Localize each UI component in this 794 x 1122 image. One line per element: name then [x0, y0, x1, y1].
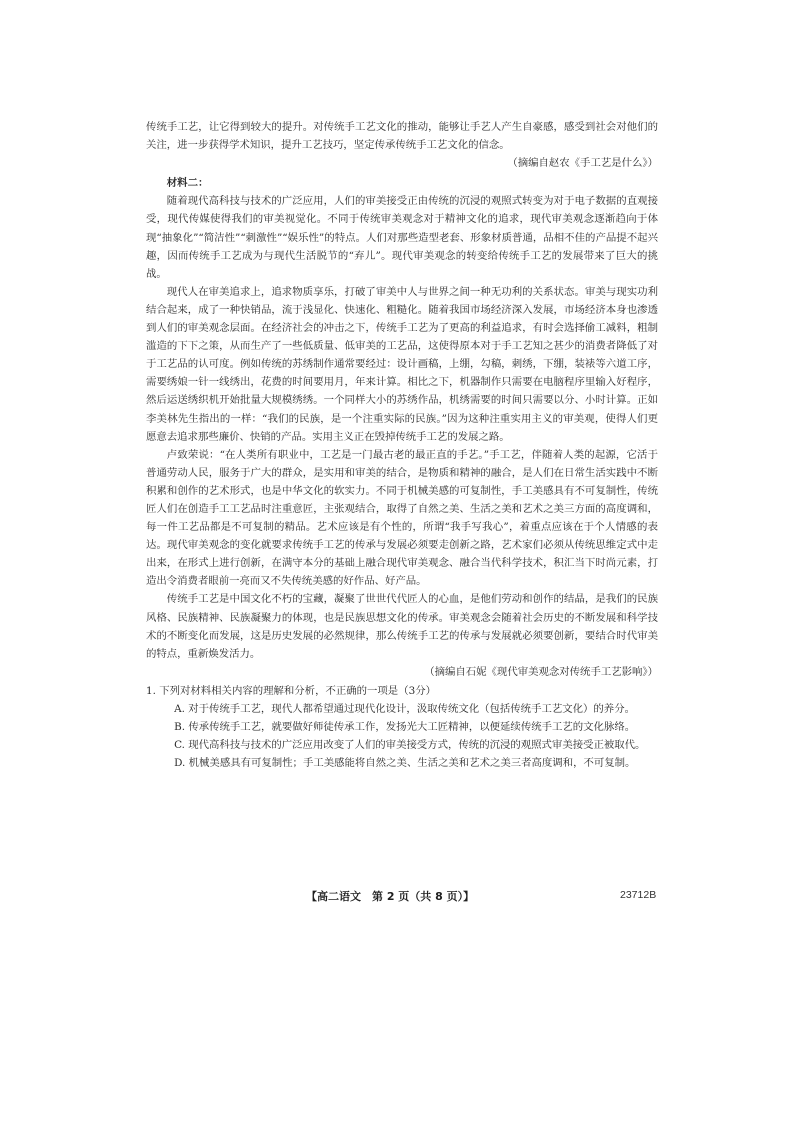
page-number-label: 【高二语文 第 2 页（共 8 页）】	[306, 890, 475, 903]
page-content	[146, 118, 658, 772]
page-footer	[0, 888, 794, 908]
option-b: B. 传承传统手工艺，就要做好师徒传承工作，发扬光大工匠精神，以便延续传统手工艺的文化脉络。	[174, 721, 636, 734]
intro-paragraph: 传统手工艺，让它得到较大的提升。对传统手工艺文化的推动，能够让手艺人产生自豪感，感受到社会对他们的关注，进一步获得学术知识，提升工艺技巧，坚定传承传统手工艺文化的信念。	[146, 121, 658, 152]
source-citation-2: （摘编自石妮《现代审美观念对传统手工艺影响》）	[424, 665, 658, 678]
material-paragraph-3: 卢致荣说：“在人类所有职业中，工艺是一门最古老的最正直的手艺。”手工艺，伴随着人类的起源，它活于普通劳动人民，服务于广大的群众，是实用和审美的结合，是物质和精神的融合，是人们在日常生活实践中不断积累和创作的艺术形式，也是中华文化的软实力。不同于机械美感的可复制性，手工美感具有不可复制性，传统匠人们在创造手工工艺品时注重意匠，主张观结合，取得了自然之美、生活之美和艺术之美三方面的高度调和，每一件工艺品都是不可复制的精品。艺术应该是有个性的，所谓“我手写我心”，着重点应该在于个人情感的表达。现代审美观念的变化就要求传统手工艺的传承与发展必须要走创新之路，艺术家们必须从传统思维定式中走出来，在形式上进行创新，在满守本分的基础上融合现代审美观念、融合当代科学技术，积汇当下时尚元素，打造出令消费者眼前一亮而又不失传统美感的好作品、好产品。	[146, 448, 658, 588]
source-citation-1: （摘编自赵农《手工艺是什么》）	[507, 157, 658, 170]
material-paragraph-4: 传统手工艺是中国文化不朽的宝藏，凝聚了世世代代匠人的心血，是他们劳动和创作的结晶，是我们的民族风格、民族精神、民族凝聚力的体现，也是民族思想文化的传承。审美观念会随着社会历史的不断发展和科学技术的不断变化而发展，这是历史发展的必然规律，那么传统手工艺的传承与发展就必须要创新，要结合时代审美的特点，重新焕发活力。	[146, 593, 658, 660]
option-c: C. 现代高科技与技术的广泛应用改变了人们的审美接受方式，传统的沉浸的观照式审美接受正被取代。	[174, 739, 646, 752]
question-stem: 1. 下列对材料相关内容的理解和分析，不正确的一项是（3分）	[146, 684, 436, 697]
material-paragraph-1: 随着现代高科技与技术的广泛应用，人们的审美接受正由传统的沉浸的观照式转变为对于电子数据的直观接受，现代传媒使得我们的审美视觉化。不同于传统审美观念对于精神文化的追求，现代审美观念逐渐趋向于体现“抽象化”“简洁性”“刺激性”“娱乐性”的特点。人们对那些造型老套、形象材质普通，品相不佳的产品提不起兴趣，因而传统手工艺成为与现代生活脱节的“弃儿”。现代审美观念的转变给传统手工艺的发展带来了巨大的挑战。	[146, 195, 658, 280]
material-paragraph-2: 现代人在审美追求上，追求物质享乐，打破了审美中人与世界之间一种无功利的关系状态。审美与现实功利结合起来，成了一种快销品，流于浅显化、快速化、粗糙化。随着我国市场经济深入发展，市场经济本身也渗透到人们的审美观念层面。在经济社会的冲击之下，传统手工艺为了更高的利益追求，有时会选择偷工减料，粗制滥造的下下之策，从而生产了一些低质量、低审美的工艺品，这使得原本对于手工艺知之甚少的消费者降低了对于工艺品的认可度。例如传统的苏绣制作通常要经过：设计画稿，上绷，勾稿，刺绣，下绷，装裱等六道工序，需要绣娘一针一线绣出，花费的时间要用月，年来计算。相比之下，机器制作只需要在电脑程序里输入好程序，然后运送绣织机开始批量大规模绣绣。一个同样大小的苏绣作品，机绣需要的时间只需要以分、小时计算。正如李美林先生指出的一样：“我们的民族，是一个注重实际的民族。”因为这种注重实用主义的审美观，使得人们更愿意去追求那些廉价、快销的产品。实用主义正在毁掉传统手工艺的发展之路。	[146, 285, 658, 443]
exam-code: 23712B	[620, 889, 657, 901]
material-heading: 材料二：	[166, 177, 209, 190]
option-a: A. 对于传统手工艺，现代人都希望通过现代化设计，汲取传统文化（包括传统手工艺文化）的养分。	[174, 703, 635, 715]
option-d: D. 机械美感具有可复制性；手工美感能将自然之美、生活之美和艺术之美三者高度调和，不可复制。	[174, 757, 636, 770]
